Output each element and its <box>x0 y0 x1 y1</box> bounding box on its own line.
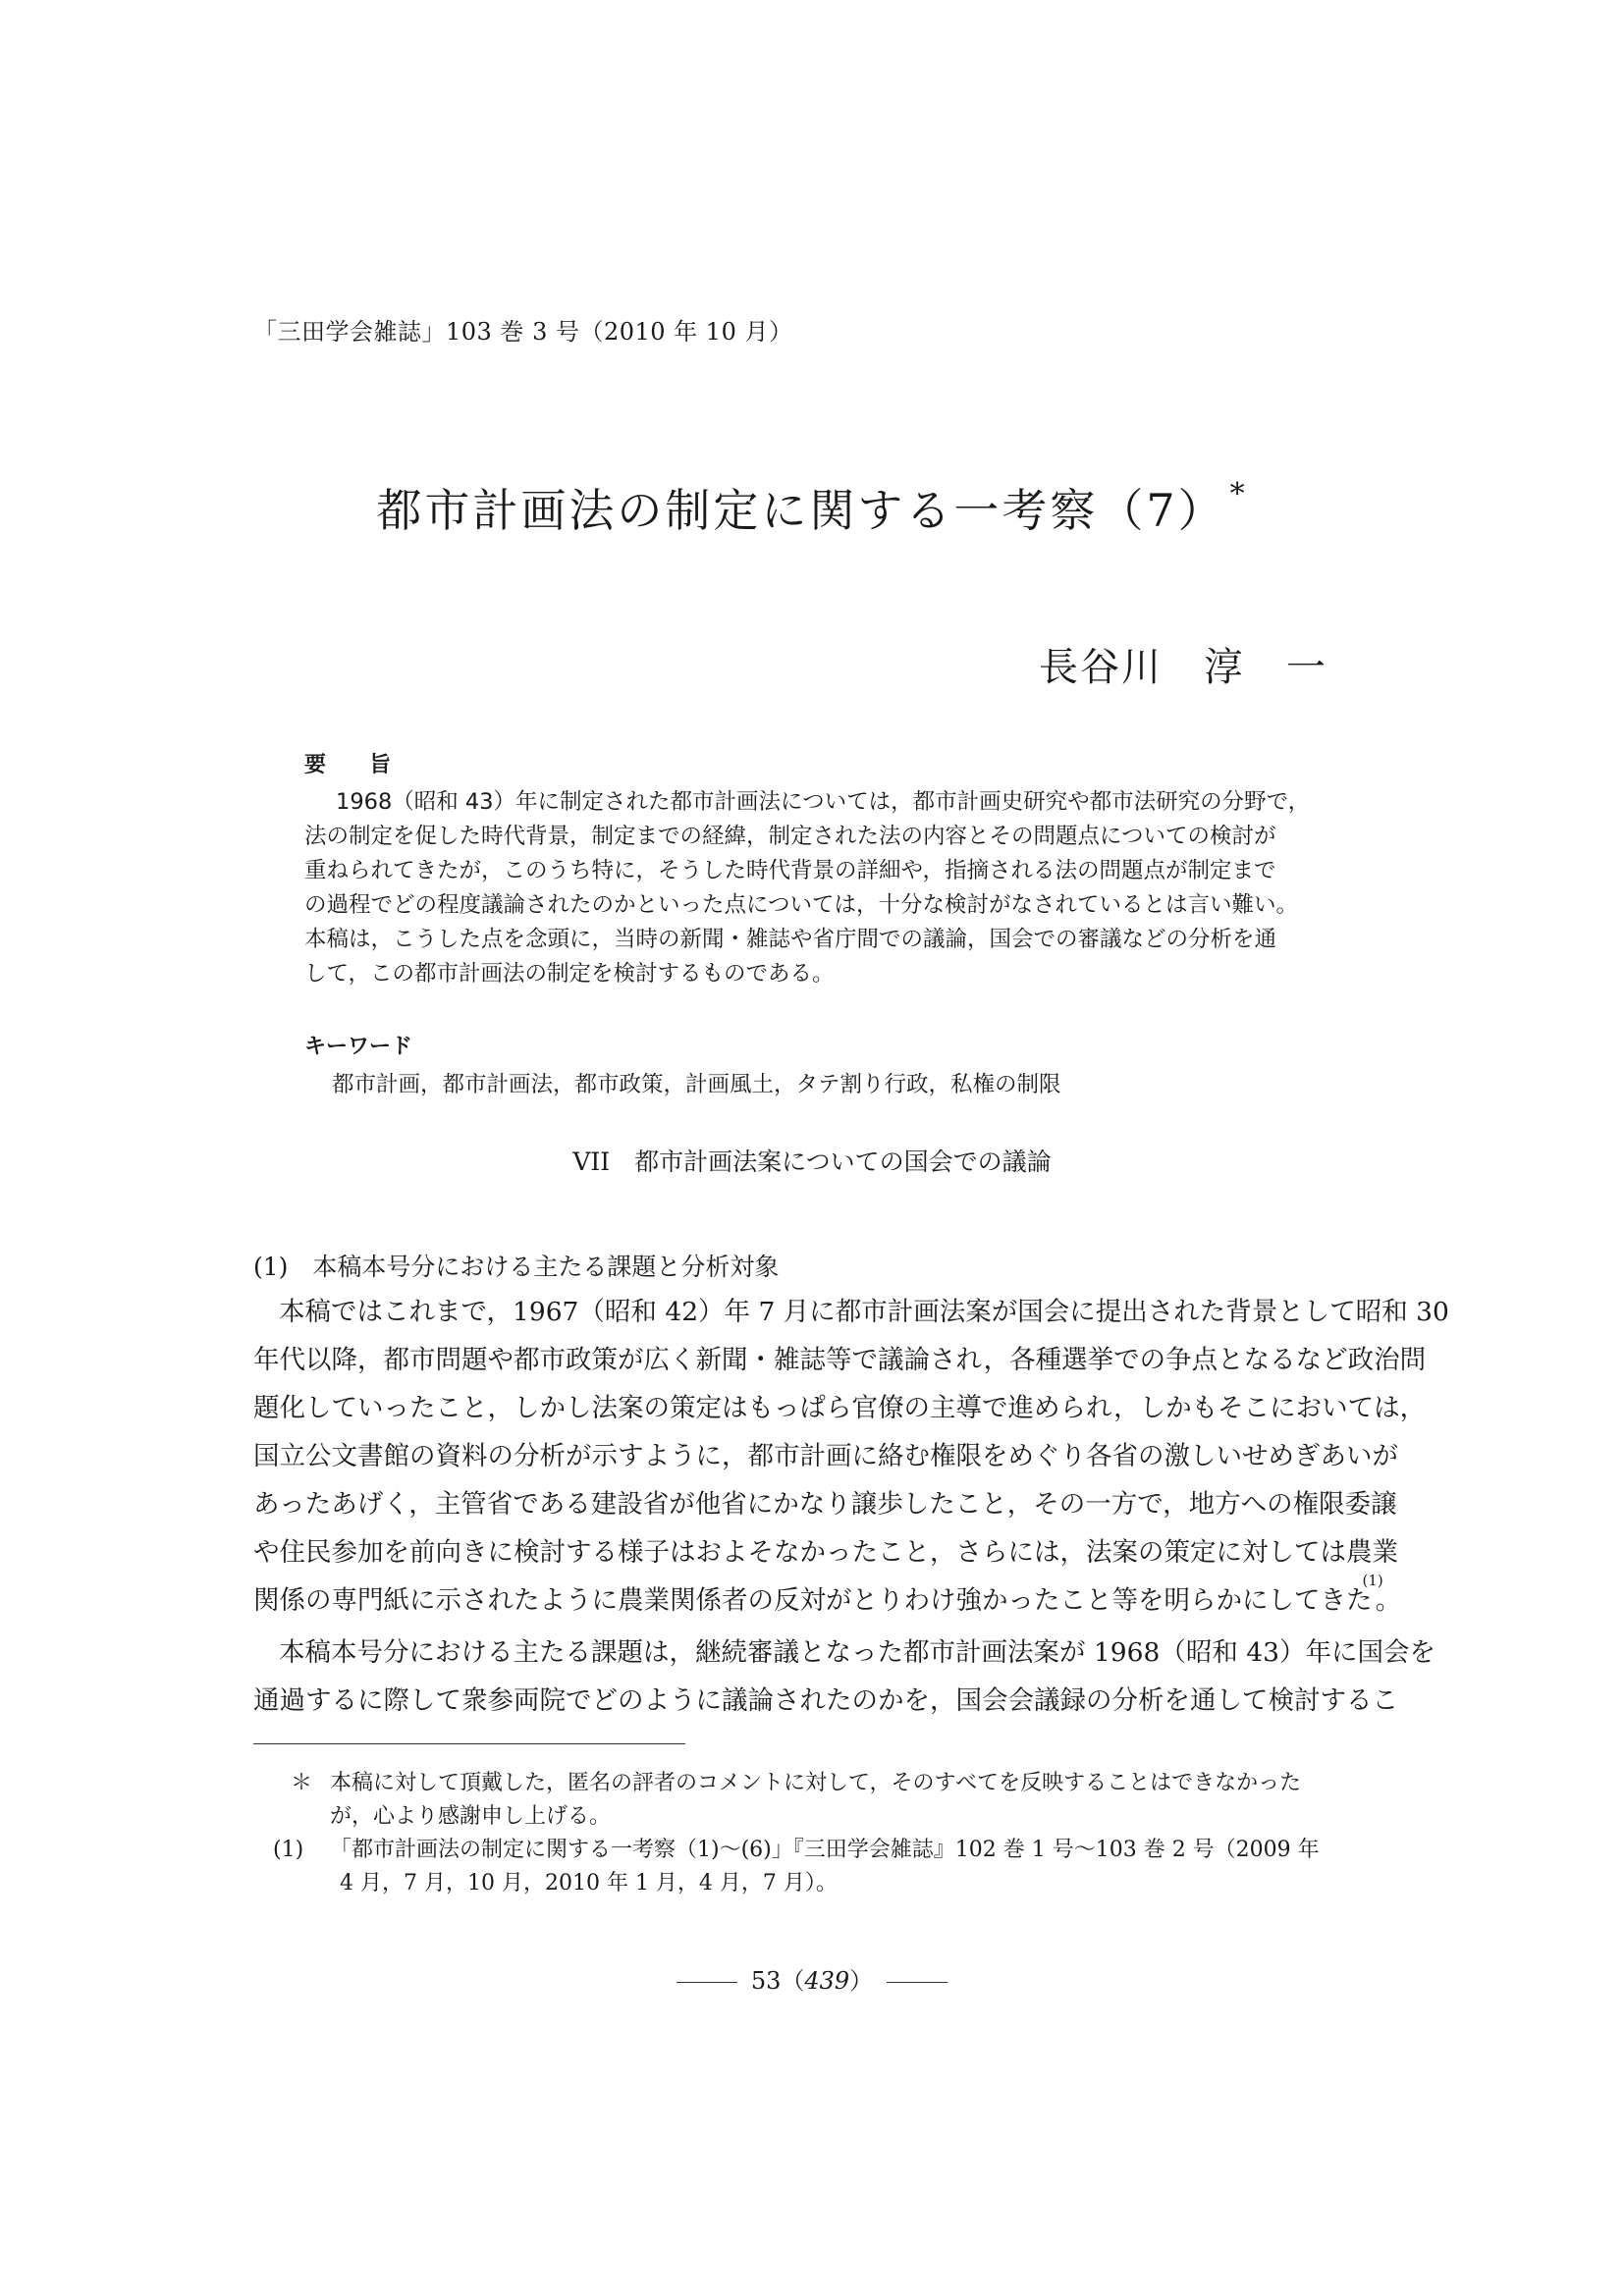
page-number: 53（439） <box>0 1961 1624 1996</box>
footnote-line: 本稿に対して頂戴した，匿名の評者のコメントに対して，そのすべてを反映することはできなかった <box>330 1771 1302 1795</box>
footnote-mark: ＊ <box>291 1771 313 1795</box>
journal-header: 「三田学会雑誌」103 巻 3 号（2010 年 10 月） <box>253 318 793 346</box>
keywords-list: 都市計画，都市計画法，都市政策，計画風土，タテ割り行政，私権の制限 <box>332 1072 1061 1097</box>
body-line: 本稿本号分における主たる課題は，継続審議となった都市計画法案が 1968（昭和 43）年に国会を <box>279 1637 1436 1668</box>
footnote-item <box>273 1834 1380 1900</box>
footnote-mark: (1) <box>273 1838 304 1862</box>
page-total-number: 439 <box>804 1967 850 1995</box>
body-line-end: 。 <box>1375 1585 1402 1616</box>
footnote-line: が，心より感謝申し上げる。 <box>330 1804 612 1829</box>
abstract-heading: 要 旨 <box>304 753 392 777</box>
body-line: 国立公文書館の資料の分析が示すように，都市計画に絡む権限をめぐり各省の激しいせめぎあいが <box>253 1441 1398 1471</box>
article-title-text: 都市計画法の制定に関する一考察（7） <box>376 484 1226 537</box>
keywords-heading: キーワード <box>304 1035 413 1059</box>
body-line <box>253 1572 1402 1629</box>
body-text <box>253 1288 1449 1725</box>
footnote-divider <box>253 1743 685 1744</box>
folio-dash-right <box>887 1982 947 1983</box>
abstract-line: の過程でどの程度議論されたのかといった点については，十分な検討がなされているとは言い難い。 <box>304 892 1299 918</box>
subsection-heading: (1) 本稿本号分における主たる課題と分析対象 <box>253 1253 780 1281</box>
body-line: 本稿ではこれまで，1967（昭和 42）年 7 月に都市計画法案が国会に提出された背景として昭和 30 <box>279 1297 1449 1327</box>
title-footnote-mark: * <box>1229 477 1248 511</box>
article-title <box>0 475 1624 540</box>
section-heading: VII 都市計画法案についての国会での議論 <box>572 1148 1052 1176</box>
abstract-line: 重ねられてきたが，このうち特に，そうした時代背景の詳細や，指摘される法の問題点が制定まで <box>304 858 1276 883</box>
footnotes <box>273 1767 1380 1900</box>
abstract-line: 法の制定を促した時代背景，制定までの経緯，制定された法の内容とその問題点についての検討が <box>304 824 1276 849</box>
abstract-line: して，この都市計画法の制定を検討するものである。 <box>304 961 835 987</box>
abstract-body <box>304 785 1326 991</box>
footnote-line: 「都市計画法の制定に関する一考察（1)〜(6)」『三田学会雑誌』102 巻 1 号〜103 巻 2 号（2009 年 <box>330 1838 1320 1862</box>
abstract-line: 本稿は，こうした点を念頭に，当時の新聞・雑誌や省庁間での議論，国会での審議などの分析を通 <box>304 927 1277 952</box>
body-line-text: 関係の専門紙に示されたように農業関係者の反対がとりわけ強かったこと等を明らかにしてきた <box>253 1585 1373 1616</box>
body-line: 通過するに際して衆参両院でどのように議論されたのかを，国会会議録の分析を通して検討するこ <box>253 1685 1398 1716</box>
body-line: 年代以降，都市問題や都市政策が広く新聞・雑誌等で議論され，各種選挙での争点となるなど政治問 <box>253 1345 1427 1375</box>
footnote-line: 4 月，7 月，10 月，2010 年 1 月，4 月，7 月）。 <box>340 1871 838 1896</box>
body-line: あったあげく，主管省である建設省が他省にかなり譲歩したこと，その一方で，地方への権限委譲 <box>253 1489 1397 1520</box>
body-line: 題化していったこと，しかし法案の策定はもっぱら官僚の主導で進められ，しかもそこにおいては， <box>253 1393 1427 1423</box>
body-line: や住民参加を前向きに検討する様子はおよそなかったこと，さらには，法案の策定に対しては農業 <box>253 1537 1398 1568</box>
author-name: 長谷川 淳 一 <box>1039 645 1327 690</box>
footnote-reference[interactable]: (1) <box>1362 1572 1383 1589</box>
page-number-value: 53 <box>750 1967 782 1995</box>
abstract-line: 1968（昭和 43）年に制定された都市計画法については，都市計画史研究や都市法研究の分野で， <box>336 789 1311 815</box>
footnote-item <box>291 1767 1380 1834</box>
folio-dash-left <box>677 1982 737 1983</box>
